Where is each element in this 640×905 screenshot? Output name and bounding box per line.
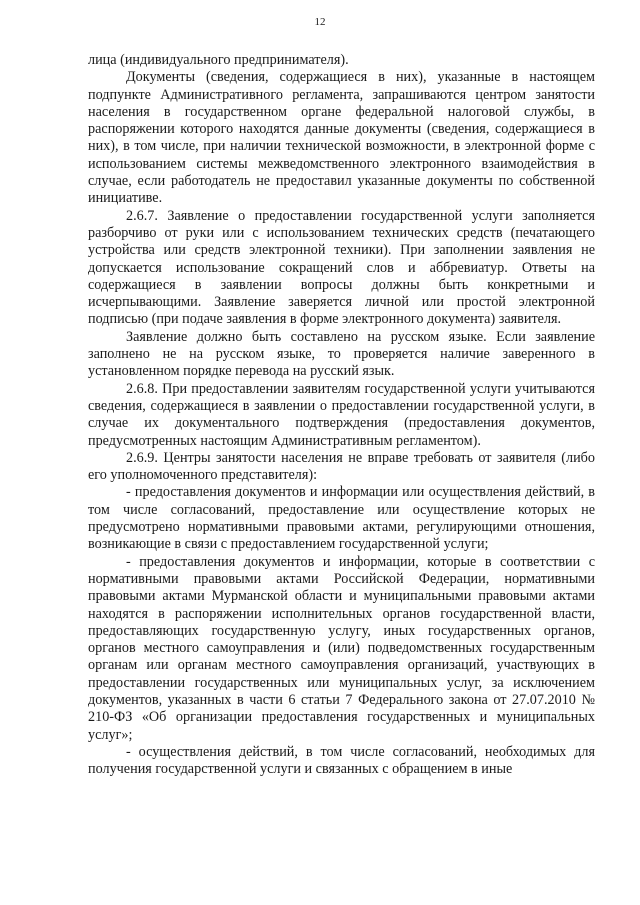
list-item-approvals: - осуществления действий, в том числе согласований, необходимых для получения государственной услуги и связанных с обращением в иные <box>88 743 595 778</box>
document-body <box>88 52 595 778</box>
page-number: 12 <box>314 16 326 28</box>
paragraph-2-6-9: 2.6.9. Центры занятости населения не вправе требовать от заявителя (либо его уполномоченного представителя): <box>88 449 595 484</box>
paragraph-2-6-7: 2.6.7. Заявление о предоставлении государственной услуги заполняется разборчиво от руки или с использованием технических средств (печатающего устройства или средств электронной техники). При заполнении заявления не допускается использование сокращений слов и аббревиатур. Ответы на содержащиеся в заявлении вопросы должны быть конкретными и исчерпывающими. Заявление заверяется личной или простой электронной подписью (при подаче заявления в форме электронного документа) заявителя. <box>88 207 595 328</box>
paragraph-continuation: лица (индивидуального предпринимателя). <box>88 52 349 68</box>
paragraph-russian-language: Заявление должно быть составлено на русском языке. Если заявление заполнено не на русском языке, то проверяется наличие заверенного в установленном порядке перевода на русский язык. <box>88 328 595 380</box>
list-item-documents: - предоставления документов и информации, которые в соответствии с нормативными правовыми актами Российской Федерации, нормативными правовыми актами Мурманской области и муниципальными правовыми актами находятся в распоряжении исполнительных органов государственной власти, предоставляющих государственную услугу, иных государственных органов, органов местного самоуправления и (или) подведомственных государственным органам или органам местного самоуправления организаций, участвующих в предоставлении государственных или муниципальных услуг, за исключением документов, указанных в части 6 статьи 7 Федерального закона от 27.07.2010 № 210-ФЗ «Об организации предоставления государственных и муниципальных услуг»; <box>88 553 595 743</box>
paragraph-2-6-8: 2.6.8. При предоставлении заявителям государственной услуги учитываются сведения, содержащиеся в заявлении о предоставлении государственной услуги, в случае их документального подтверждения (предоставления документов, предусмотренных настоящим Административным регламентом). <box>88 380 595 449</box>
paragraph-documents-request: Документы (сведения, содержащиеся в них), указанные в настоящем подпункте Административного регламента, запрашиваются центром занятости населения в государственном органе федеральной налоговой службы, в распоряжении которого находятся данные документы (сведения, содержащиеся в них), в том числе, при наличии технической возможности, в электронной форме с использованием системы межведомственного электронного взаимодействия в случае, если работодатель не предоставил указанные документы по собственной инициативе. <box>88 69 595 207</box>
list-item-actions: - предоставления документов и информации или осуществления действий, в том числе согласований, предоставление или осуществление которых не предусмотрено нормативными правовыми актами, регулирующими отношения, возникающие в связи с предоставлением государственной услуги; <box>88 484 595 553</box>
